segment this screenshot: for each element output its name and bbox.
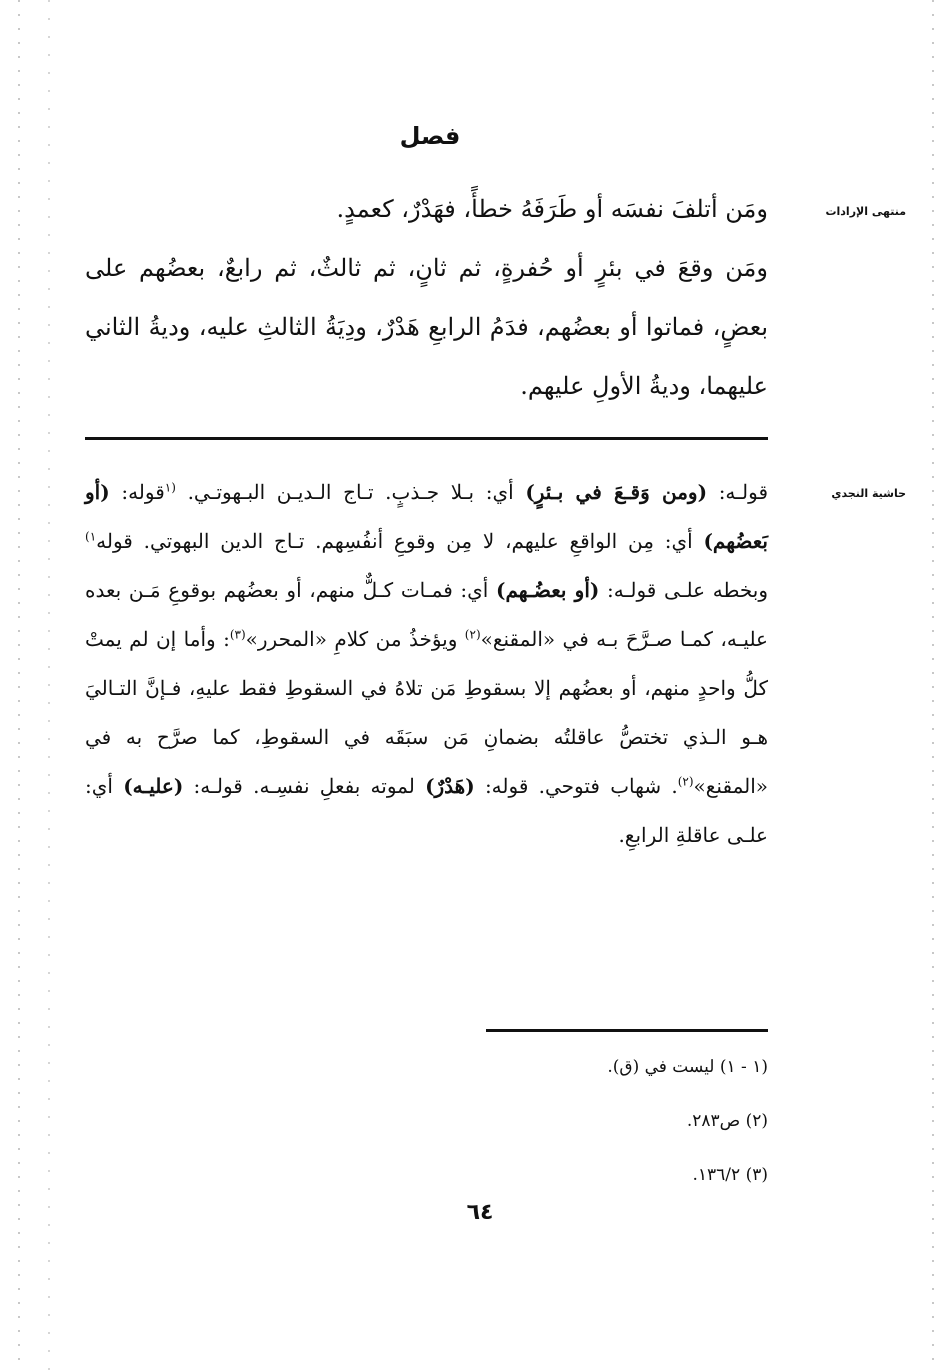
side-label-hashiya: حاشية النجدي: [831, 487, 906, 500]
commentary-text: . شهاب فتوحي. قوله:: [474, 774, 678, 798]
footnote: (١ - ١) ليست في (ق).: [607, 1057, 768, 1077]
hashiya-commentary: [85, 468, 768, 860]
footnote-marker: (٢): [677, 774, 694, 789]
quoted-phrase: (أو بعضُـهم): [496, 578, 600, 602]
main-paragraph: ومَن أتلفَ نفسَه أو طَرَفَهُ خطأً، فهَدْرٌ، كعمدٍ.: [336, 195, 768, 223]
commentary-text: قولـه:: [707, 480, 768, 504]
footnote-marker: (٣): [229, 627, 246, 642]
quoted-phrase: (أو بَعضُهم): [85, 480, 768, 553]
quoted-phrase: (ومن وَقـعَ في بـئرٍ): [525, 480, 708, 504]
footnote-marker: (١: [164, 480, 176, 495]
commentary-text: وبخطه علـى قولـه:: [599, 578, 768, 602]
footnotes: [486, 1040, 768, 1202]
footnote: (٣) ١٣٦/٢.: [692, 1165, 768, 1185]
section-divider: [85, 437, 768, 440]
scan-margin-dots: [48, 0, 50, 1372]
commentary-text: لموته بفعلِ نفسِـه. قولـه:: [183, 774, 426, 798]
footnote-marker: ١): [85, 529, 97, 544]
commentary-paragraph: [85, 468, 768, 860]
commentary-text: : وأما إن لم يمتْ كلُّ واحدٍ منهم، أو بعضُهم إلا بسقوطِ مَن تلاهُ في السقوطِ فقط عليهِ، فـإنَّ التـاليَ هـو الـذي تختصُّ عاقلتُه بضمانِ مَن سبَقَه في السقوطِ، كما صرَّح به في «المقنع»: [85, 627, 769, 798]
scan-margin-dots: [932, 0, 934, 1372]
commentary-text: أي: مِن الواقعِ عليهم، لا مِن وقوعِ أنفُسِهم. تـاج الدين البهوتي. قوله: [96, 529, 704, 553]
quoted-phrase: (عليـه): [123, 774, 184, 798]
footnote: (٢) ص٢٨٣.: [686, 1111, 768, 1131]
commentary-text: أي: بـلا جـذبٍ. تـاج الـديـن البـهوتـي.: [187, 480, 526, 504]
page-number: ٦٤: [466, 1200, 494, 1225]
commentary-text: قوله:: [109, 480, 165, 504]
commentary-text: أي: فمـات كـلٌّ منهم، أو بعضُهم بوقوعِ مَـن بعده عليـه، كمـا صـرَّحَ بـه في «المقنع»: [85, 578, 768, 651]
commentary-text: ويؤخذُ من كلامِ «المحرر»: [245, 627, 465, 651]
main-text-block: [85, 180, 768, 416]
section-heading: فصل: [399, 122, 461, 150]
scan-margin-dots: [18, 0, 20, 1372]
commentary-text: أي: علـى عاقلةِ الرابعِ.: [85, 774, 768, 847]
side-label-main-text: منتهى الإرادات: [825, 205, 906, 218]
footnote-marker: (٢): [464, 627, 481, 642]
main-paragraph: ومَن وقعَ في بئرٍ أو حُفرةٍ، ثم ثانٍ، ثم ثالثٌ، ثم رابعٌ، بعضُهم على بعضٍ، فماتوا أو بعضُهم، فدَمُ الرابعِ هَدْرٌ، ودِيَةُ الثالثِ عليه، وديةُ الثاني عليهما، وديةُ الأولِ عليهم.: [85, 254, 768, 400]
footnote-divider: [486, 1029, 768, 1032]
quoted-phrase: (هَدْرٌ): [425, 774, 475, 798]
